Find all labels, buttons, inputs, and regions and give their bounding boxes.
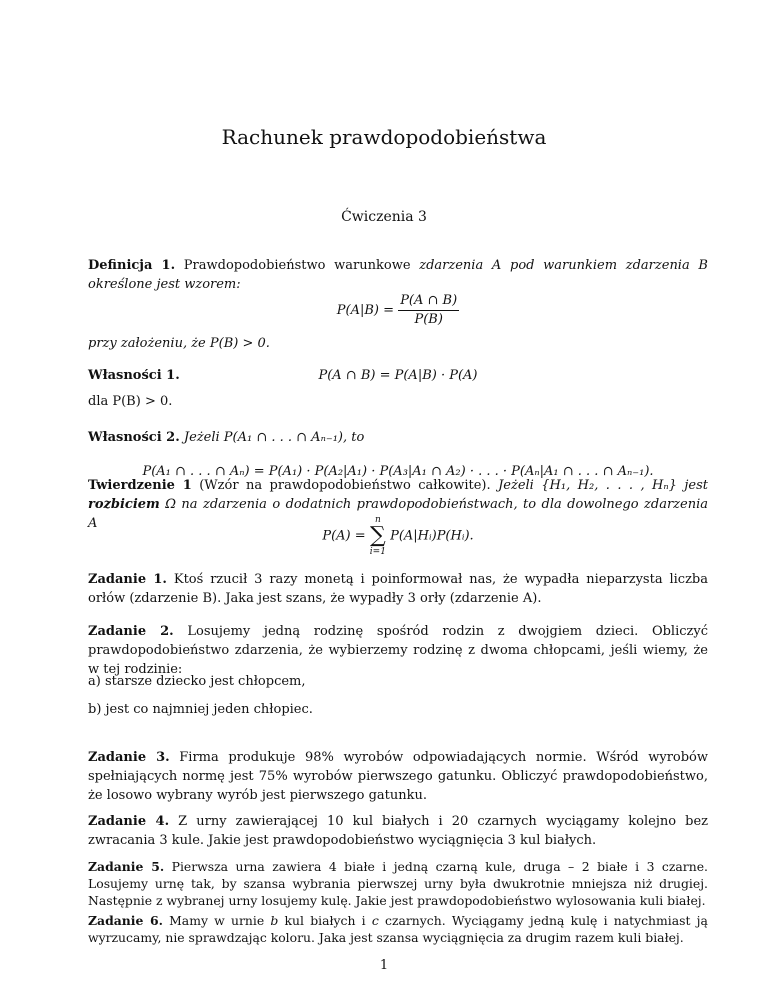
- definition-condition: przy założeniu, że P(B) > 0.: [88, 336, 270, 351]
- theorem-text-b: Ω na zdarzenia o dodatnich prawdopodobieństwach, to dla dowolnego zdarzenia A: [88, 497, 708, 531]
- task-3: [88, 748, 708, 805]
- definition-formula: [88, 292, 708, 329]
- sum-symbol: ∑: [370, 523, 386, 548]
- fraction-denominator: P(B): [414, 312, 443, 327]
- formula-lhs: P(A|B) =: [336, 303, 395, 318]
- task-5: [88, 858, 708, 909]
- fraction-numerator: P(A ∩ B): [398, 292, 459, 311]
- task-text-a: Mamy w urnie: [169, 913, 265, 928]
- theorem-text-bold: rozbiciem: [88, 497, 160, 512]
- theorem-formula-rhs: P(A|Hᵢ)P(Hᵢ).: [390, 528, 474, 544]
- property-1-condition: dla P(B) > 0.: [88, 394, 173, 409]
- task-text-c: czarnych. Wyciągamy jedną kulę i natychmiast ją wyrzucamy, nie sprawdzając koloru. Jaka jest szansa wyciągnięcia za drugim razem kuli białej.: [88, 913, 708, 945]
- theorem-formula-lhs: P(A) =: [322, 528, 366, 544]
- task-text: Pierwsza urna zawiera 4 białe i jedną czarną kule, druga – 2 białe i 3 czarne. Losujemy urnę tak, by szansa wybrania pierwszej urny była dwukrotnie mniejsza niż drugiej. Następnie z wybranej urny losujemy kulę. Jakie jest prawdopodobieństwo wylosowania kuli białej.: [88, 859, 708, 908]
- formula-fraction: [398, 292, 459, 329]
- task-6: [88, 912, 708, 946]
- document-subtitle: Ćwiczenia 3: [341, 209, 427, 225]
- sum-upper-limit: n: [374, 515, 381, 525]
- definition-label: Definicja 1.: [88, 258, 176, 273]
- task-text-b: kul białych i: [284, 913, 366, 928]
- task-2: [88, 622, 708, 679]
- task-label: Zadanie 3.: [88, 750, 170, 765]
- task-1: [88, 570, 708, 608]
- task-var-c: c: [371, 913, 379, 928]
- property-1-formula: P(A ∩ B) = P(A|B) · P(A): [318, 368, 478, 383]
- page-number: 1: [379, 958, 389, 973]
- sum-operator: [370, 515, 386, 557]
- task-label: Zadanie 6.: [88, 913, 163, 928]
- property-1-label: Własności 1.: [88, 368, 180, 383]
- property-2-text: Jeżeli P(A₁ ∩ . . . ∩ Aₙ₋₁), to: [183, 430, 365, 445]
- property-2-label: Własności 2.: [88, 430, 180, 445]
- task-var-b: b: [270, 913, 279, 928]
- sum-lower-limit: i=1: [369, 547, 386, 557]
- document-title: Rachunek prawdopodobieństwa: [221, 125, 547, 149]
- task-label: Zadanie 4.: [88, 814, 170, 829]
- task-text: Losujemy jedną rodzinę spośród rodzin z dwojgiem dzieci. Obliczyć prawdopodobieństwo zdarzenia, że wybierzemy rodzinę z dwoma chłopcami, jeśli wiemy, że w tej rodzinie:: [88, 624, 708, 677]
- theorem-name: (Wzór na prawdopodobieństwo całkowite).: [199, 478, 491, 493]
- task-text: Z urny zawierającej 10 kul białych i 20 czarnych wyciągamy kolejno bez zwracania 3 kule. Jakie jest prawdopodobieństwo wyciągnięcia 3 kul białych.: [88, 814, 709, 848]
- task-2-item-b: b) jest co najmniej jeden chłopiec.: [88, 702, 313, 717]
- task-label: Zadanie 5.: [88, 859, 165, 874]
- task-text: Ktoś rzucił 3 razy monetą i poinformował nas, że wypadła nieparzysta liczba orłów (zdarzenie B). Jaka jest szans, że wypadły 3 orły (zdarzenie A).: [88, 572, 708, 606]
- definition-text: Prawdopodobieństwo warunkowe: [183, 258, 411, 273]
- theorem-text-a: Jeżeli {H₁, H₂, . . . , Hₙ} jest: [498, 478, 708, 493]
- theorem-label: Twierdzenie 1: [88, 478, 192, 493]
- task-2-item-a: a) starsze dziecko jest chłopcem,: [88, 674, 306, 689]
- task-4: [88, 812, 708, 850]
- theorem-formula: [88, 515, 708, 557]
- property-2: [88, 428, 708, 447]
- definition-1: [88, 256, 708, 294]
- property-2-formula: P(A₁ ∩ . . . ∩ Aₙ) = P(A₁) · P(A₂|A₁) · P(A₃|A₁ ∩ A₂) · . . . · P(Aₙ|A₁ ∩ . . . ∩ Aₙ₋₁).: [142, 464, 654, 479]
- task-text: Firma produkuje 98% wyrobów odpowiadających normie. Wśród wyrobów spełniających normę jest 75% wyrobów pierwszego gatunku. Obliczyć prawdopodobieństwo, że losowo wybrany wyrób jest pierwszego gatunku.: [88, 750, 709, 803]
- task-label: Zadanie 1.: [88, 572, 167, 587]
- task-label: Zadanie 2.: [88, 624, 174, 639]
- definition-text-italic: zdarzenia A pod warunkiem zdarzenia B określone jest wzorem:: [88, 258, 708, 292]
